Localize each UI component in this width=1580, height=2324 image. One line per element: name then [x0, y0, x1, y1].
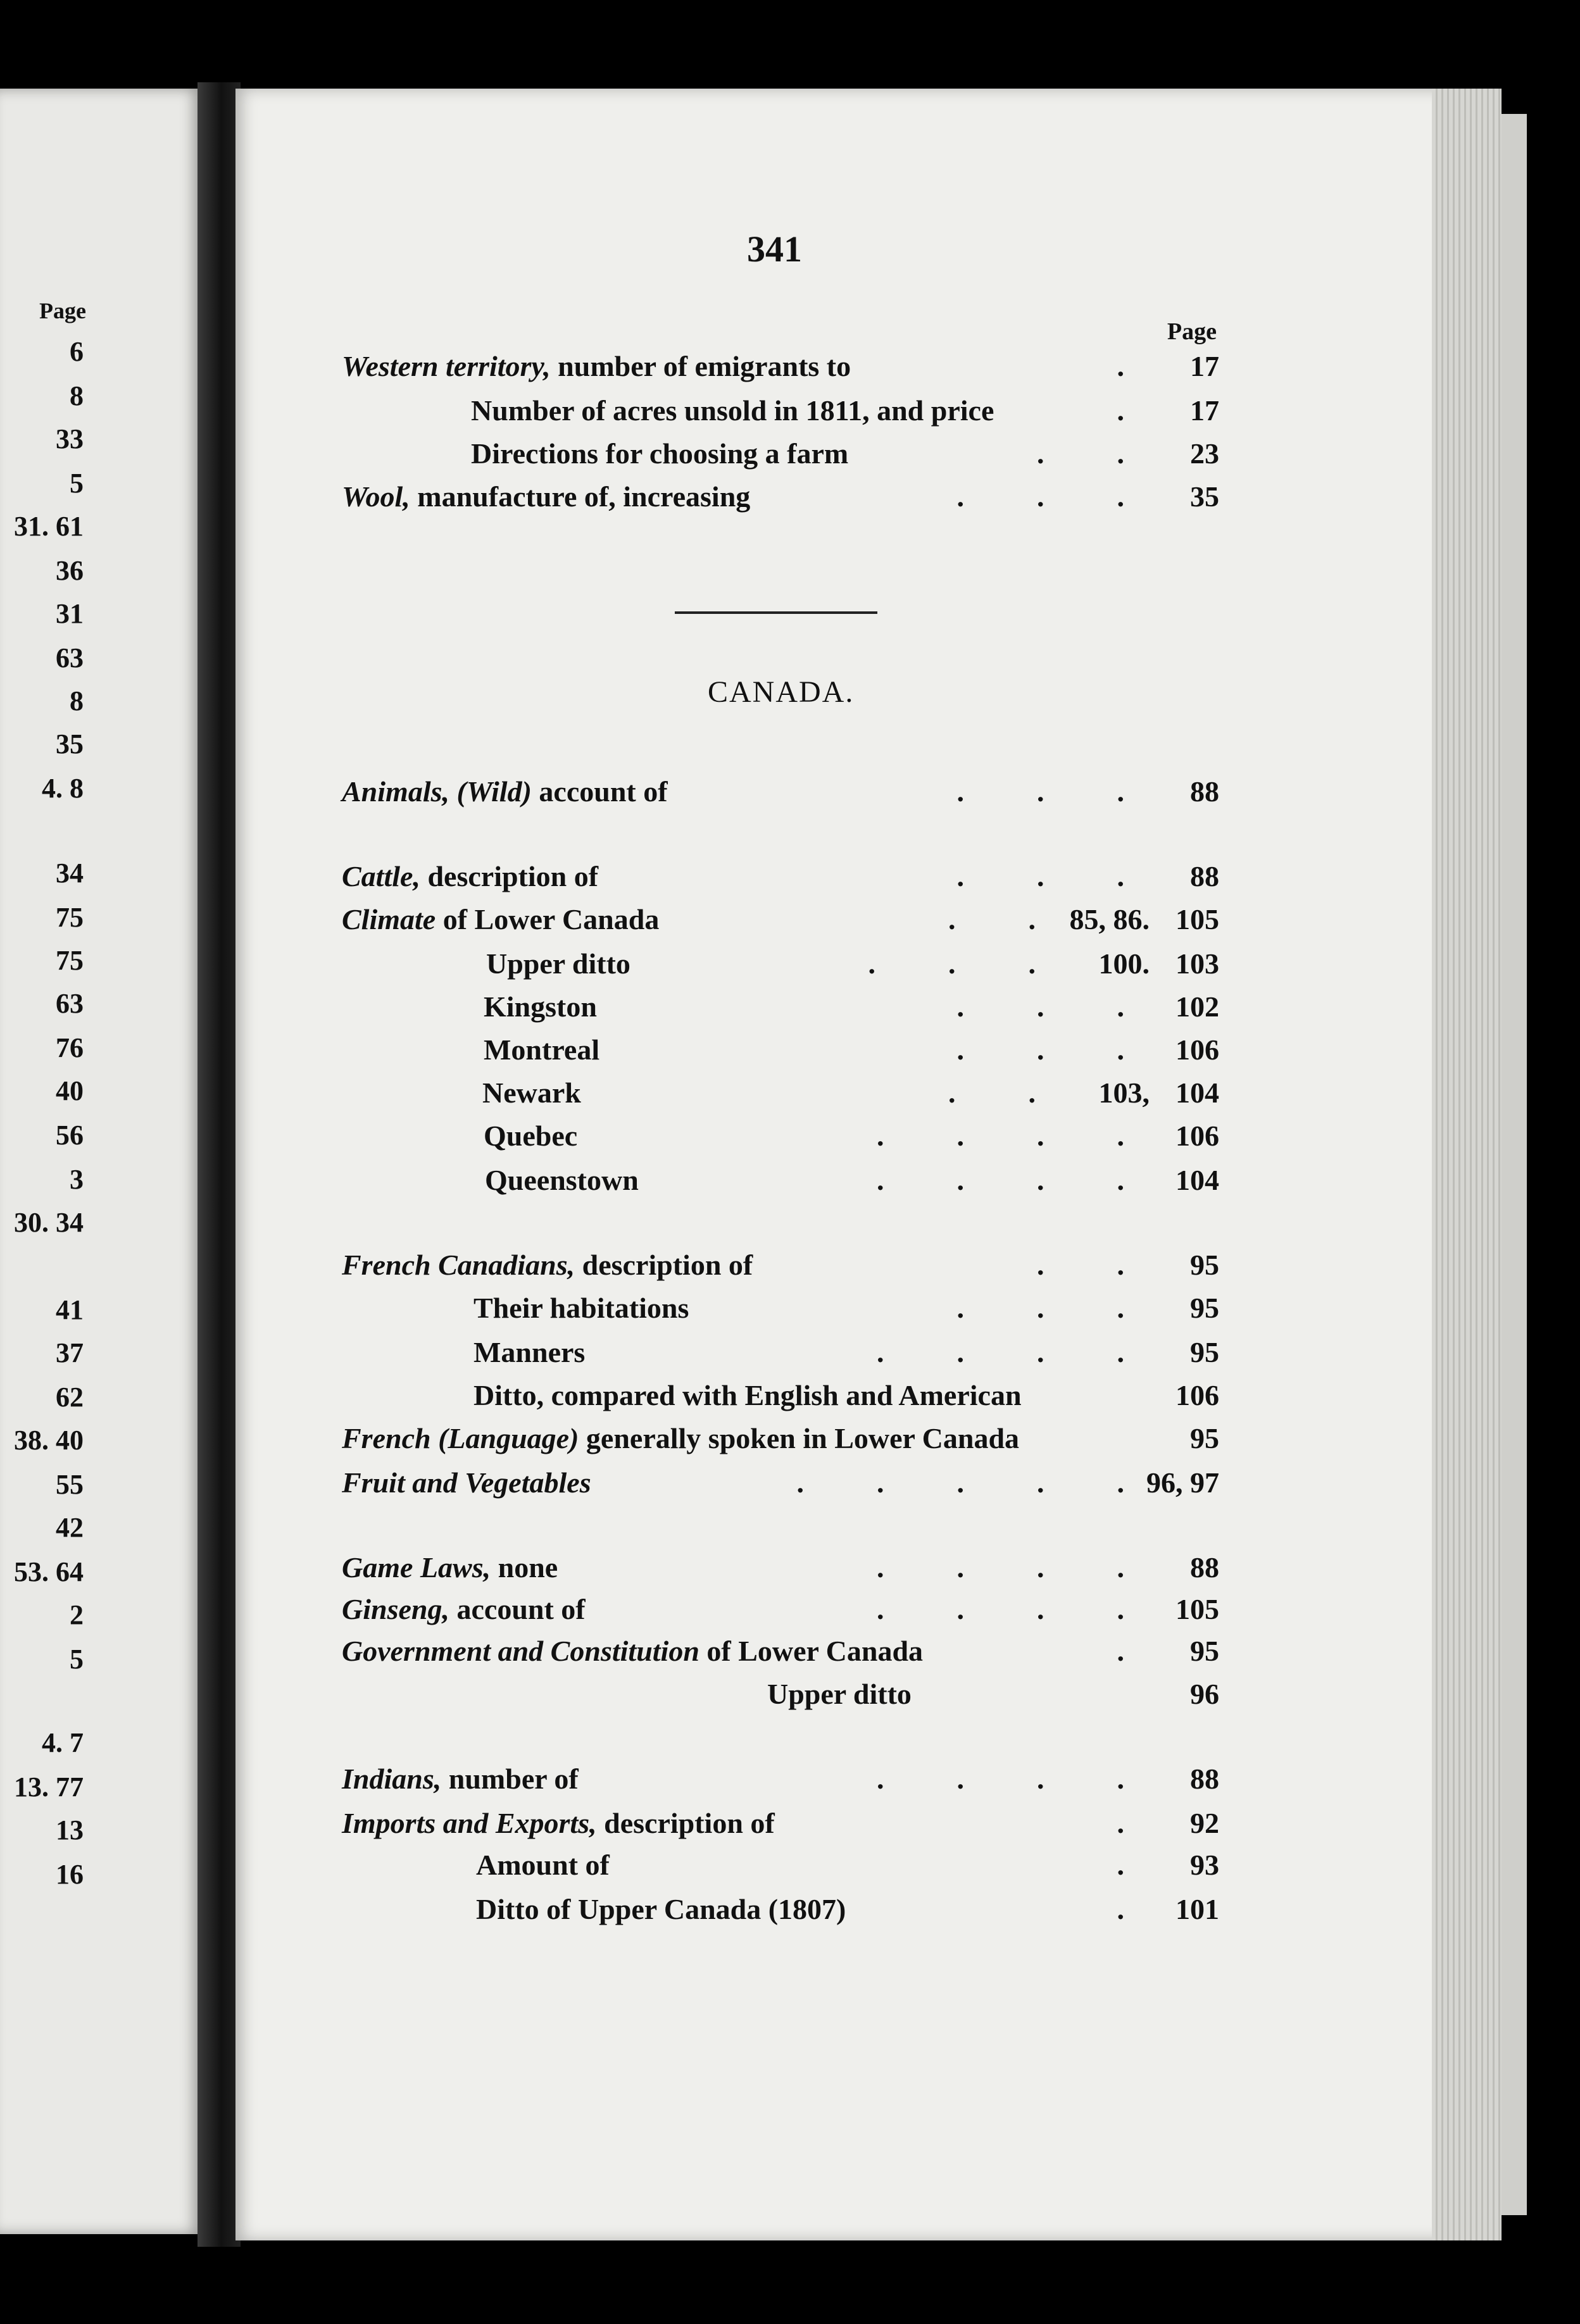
index-entry	[0, 1335, 1580, 1373]
section-heading: CANADA.	[708, 675, 855, 709]
entry-text: Their habitations	[473, 1292, 689, 1324]
index-entry	[0, 1119, 1580, 1157]
index-entry	[0, 903, 1580, 940]
left-page-number: 42	[56, 1512, 84, 1543]
entry-label	[484, 1119, 577, 1153]
leader-dots: .	[1117, 350, 1124, 382]
page-column-label: Page	[1167, 318, 1217, 345]
leader-dots: . . . .	[877, 1336, 1124, 1368]
entry-page: 96	[1190, 1678, 1219, 1710]
left-page-number: 41	[56, 1294, 84, 1325]
entry-page: 105	[1176, 903, 1219, 935]
entry-text: account of	[449, 1593, 586, 1625]
entry-page: 93	[1190, 1849, 1219, 1881]
entry-label	[482, 1076, 581, 1109]
leader-dots: . .	[1037, 437, 1124, 470]
entry-label	[342, 1466, 591, 1499]
entry-page: 95	[1190, 1292, 1219, 1324]
left-page-number: 35	[56, 728, 84, 759]
index-entry	[0, 775, 1580, 813]
leader-dots: . .	[1037, 1249, 1124, 1281]
left-page-number: 5	[70, 468, 84, 499]
leader-dots: . . . .	[877, 1593, 1124, 1625]
left-page-number: 62	[56, 1382, 84, 1413]
entry-label	[471, 437, 848, 470]
leader-dots: .	[1117, 1807, 1124, 1839]
left-page-number: 38. 40	[14, 1425, 84, 1456]
entry-page: 95	[1190, 1336, 1219, 1368]
leader-dots: . . . .	[877, 1120, 1124, 1152]
entry-text: description of	[575, 1249, 753, 1281]
entry-label	[342, 1551, 558, 1584]
entry-label	[485, 1163, 639, 1197]
entry-page: 96, 97	[1146, 1466, 1219, 1499]
entry-page: 17	[1190, 394, 1219, 427]
left-page-number: 3	[70, 1164, 84, 1195]
leader-dots: .	[1117, 1849, 1124, 1881]
left-page-number: 40	[56, 1075, 84, 1106]
entry-label	[476, 1848, 610, 1882]
index-entry	[0, 1248, 1580, 1286]
leader-dots: .	[1117, 1635, 1124, 1667]
index-entry	[0, 1677, 1580, 1715]
entry-text: Ditto of Upper Canada (1807)	[476, 1893, 846, 1925]
entry-text: Queenstown	[485, 1164, 639, 1196]
leader-dots: . . .	[956, 1034, 1124, 1066]
index-entry	[0, 1163, 1580, 1201]
entry-label	[484, 990, 597, 1023]
entry-page: 92	[1190, 1807, 1219, 1839]
entry-text: generally spoken in Lower Canada	[579, 1422, 1020, 1454]
entry-italic-term: Wool,	[342, 480, 410, 513]
entry-text: Newark	[482, 1077, 581, 1109]
leader-dots: . . .	[868, 947, 1036, 980]
left-page-number: 8	[70, 685, 84, 716]
index-entry	[0, 1551, 1580, 1589]
entry-page: 95	[1190, 1635, 1219, 1667]
left-page-number: 56	[56, 1120, 84, 1151]
entry-label	[342, 480, 750, 513]
entry-italic-term: French Canadians,	[342, 1249, 575, 1281]
left-page-number: 75	[56, 945, 84, 976]
left-page-number: 8	[70, 380, 84, 411]
entry-page: 104	[1176, 1077, 1219, 1109]
entry-text: Upper ditto	[486, 947, 630, 980]
entry-label	[473, 1335, 585, 1369]
left-page-number: 37	[56, 1337, 84, 1368]
entry-page: 88	[1190, 1551, 1219, 1584]
entry-page: 102	[1176, 990, 1219, 1023]
entry-label	[473, 1378, 1022, 1412]
index-entry	[0, 1033, 1580, 1071]
index-entry	[0, 437, 1580, 475]
left-page-number: 36	[56, 555, 84, 586]
index-entry	[0, 349, 1580, 387]
entry-italic-term: Imports and Exports,	[342, 1807, 597, 1839]
leader-dots: . . .	[956, 1292, 1124, 1324]
entry-text: Amount of	[476, 1849, 610, 1881]
entry-text: number of emigrants to	[550, 350, 851, 382]
entry-label	[473, 1291, 689, 1325]
entry-text: none	[491, 1551, 558, 1584]
leader-dots: . . .	[956, 860, 1124, 892]
entry-page: 88	[1190, 775, 1219, 808]
leader-dots: . . . .	[877, 1763, 1124, 1795]
entry-page: 106	[1176, 1379, 1219, 1411]
index-entry	[0, 859, 1580, 897]
leader-dots: . . .	[956, 480, 1124, 513]
entry-text: Ditto, compared with English and American	[473, 1379, 1022, 1411]
entry-text: Number of acres unsold in 1811, and price	[471, 394, 994, 427]
left-page-number: 63	[56, 642, 84, 673]
left-page-number: 53. 64	[14, 1556, 84, 1587]
index-entry	[0, 480, 1580, 518]
entry-page: 88	[1190, 860, 1219, 892]
entry-page: 106	[1176, 1120, 1219, 1152]
left-page-number: 30. 34	[14, 1207, 84, 1238]
entry-page: 23	[1190, 437, 1219, 470]
left-page-number: 4. 7	[42, 1727, 84, 1758]
leader-dots: . .	[948, 1077, 1036, 1109]
entry-italic-term: Cattle,	[342, 860, 420, 892]
entry-text: description of	[596, 1807, 775, 1839]
index-entry	[0, 1762, 1580, 1800]
index-entry	[0, 1892, 1580, 1930]
leader-dots: . . . .	[877, 1164, 1124, 1196]
entry-label	[486, 947, 630, 980]
entry-extra-pages: 85, 86.	[1069, 903, 1150, 935]
entry-text: of Lower Canada	[436, 903, 660, 935]
leader-dots: . . . . .	[796, 1466, 1124, 1499]
entry-page: 106	[1176, 1034, 1219, 1066]
index-entry	[0, 1291, 1580, 1329]
entry-label	[342, 1806, 775, 1840]
entry-text: Directions for choosing a farm	[471, 437, 849, 470]
entry-text: of Lower Canada	[699, 1635, 924, 1667]
section-divider	[675, 611, 877, 614]
index-entry	[0, 394, 1580, 432]
page-number: 341	[747, 228, 802, 270]
entry-page: 104	[1176, 1164, 1219, 1196]
entry-label	[342, 1248, 753, 1282]
entry-page: 17	[1190, 350, 1219, 382]
index-entry	[0, 990, 1580, 1028]
left-page-number: 63	[56, 988, 84, 1019]
entry-text: Kingston	[484, 990, 597, 1023]
left-page-number: 75	[56, 902, 84, 933]
left-page-number: 33	[56, 423, 84, 454]
entry-label	[342, 1634, 923, 1668]
left-page-number: 34	[56, 858, 84, 889]
entry-page: 105	[1176, 1593, 1219, 1625]
index-entry	[0, 1634, 1580, 1672]
entry-italic-term: Western territory,	[342, 350, 551, 382]
entry-text: Montreal	[484, 1034, 600, 1066]
leader-dots: .	[1117, 1893, 1124, 1925]
entry-label	[342, 859, 598, 893]
leader-dots: . .	[948, 903, 1036, 935]
entry-label	[342, 775, 668, 808]
entry-label	[342, 1592, 586, 1626]
entry-text: number of	[441, 1763, 579, 1795]
leader-dots: . . .	[956, 990, 1124, 1023]
entry-page: 101	[1176, 1893, 1219, 1925]
left-page-number: 16	[56, 1859, 84, 1890]
leader-dots: .	[1117, 394, 1124, 427]
left-page-number: 13	[56, 1815, 84, 1846]
index-entry	[0, 1806, 1580, 1844]
entry-page: 95	[1190, 1249, 1219, 1281]
entry-label	[476, 1892, 846, 1926]
leader-dots: . . .	[956, 775, 1124, 808]
left-page-label: Page	[39, 298, 86, 323]
entry-label	[342, 903, 659, 936]
entry-label	[471, 394, 994, 427]
entry-text: Quebec	[484, 1120, 578, 1152]
entry-text: description of	[420, 860, 599, 892]
index-entry	[0, 1076, 1580, 1114]
entry-italic-term: Government and Constitution	[342, 1635, 699, 1667]
entry-extra-pages: 103,	[1098, 1077, 1150, 1109]
left-page-number: 5	[70, 1644, 84, 1675]
entry-italic-term: Game Laws,	[342, 1551, 491, 1584]
left-page-number: 6	[70, 336, 84, 367]
entry-label	[342, 1421, 1019, 1455]
index-entry	[0, 947, 1580, 985]
entry-page: 103	[1176, 947, 1219, 980]
entry-text: manufacture of, increasing	[410, 480, 751, 513]
entry-italic-term: Indians,	[342, 1763, 442, 1795]
entry-page: 88	[1190, 1763, 1219, 1795]
entry-italic-term: Fruit and Vegetables	[342, 1466, 591, 1499]
left-page-number: 55	[56, 1469, 84, 1500]
left-page-number: 2	[70, 1599, 84, 1630]
entry-label	[484, 1033, 599, 1066]
entry-text: Manners	[473, 1336, 586, 1368]
entry-extra-pages: 100.	[1098, 947, 1150, 980]
left-page-number: 76	[56, 1032, 84, 1063]
entry-italic-term: Animals, (Wild)	[342, 775, 532, 808]
left-page-number: 13. 77	[14, 1771, 84, 1802]
index-entry	[0, 1421, 1580, 1459]
index-entry	[0, 1848, 1580, 1886]
entry-label	[767, 1677, 912, 1711]
entry-label	[342, 1762, 579, 1796]
entry-italic-term: French (Language)	[342, 1422, 579, 1454]
entry-label	[342, 349, 851, 383]
entry-text: account of	[531, 775, 668, 808]
left-page-number: 4. 8	[42, 773, 84, 804]
index-entry	[0, 1466, 1580, 1504]
left-page-number: 31. 61	[14, 511, 84, 542]
entry-page: 95	[1190, 1422, 1219, 1454]
index-entry	[0, 1378, 1580, 1416]
entry-text: Upper ditto	[767, 1678, 912, 1710]
leader-dots: . . . .	[877, 1551, 1124, 1584]
entry-italic-term: Climate	[342, 903, 436, 935]
index-entry	[0, 1592, 1580, 1630]
entry-page: 35	[1190, 480, 1219, 513]
left-page-number: 31	[56, 598, 84, 629]
entry-italic-term: Ginseng,	[342, 1593, 449, 1625]
